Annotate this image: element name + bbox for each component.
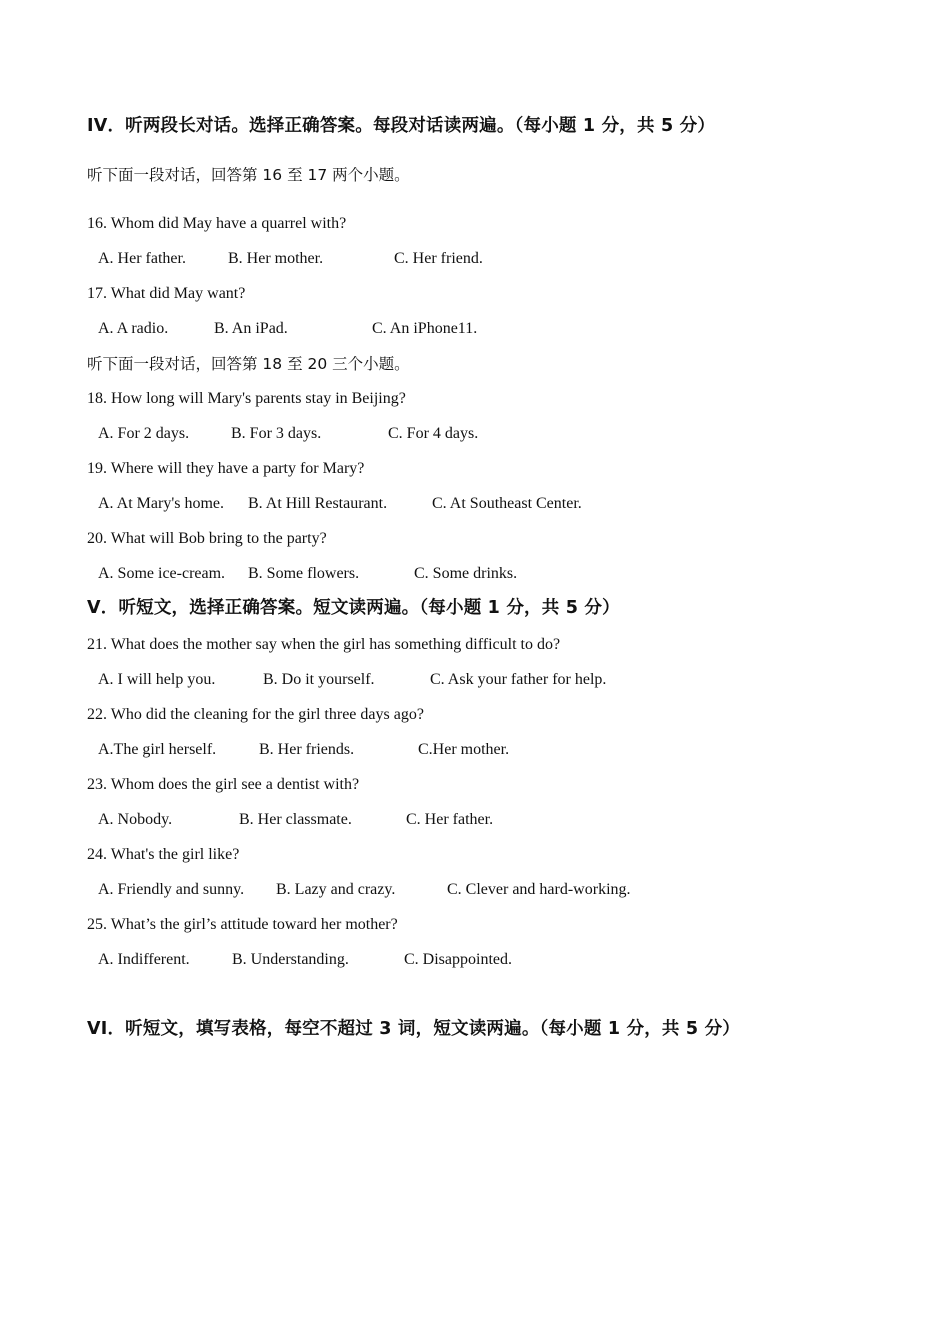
question-20-option-c: C. Some drinks.: [414, 565, 518, 582]
question-19: 19. Where will they have a party for Mary?: [87, 460, 365, 477]
question-22-option-b: B. Her friends.: [259, 741, 355, 758]
question-19-option-a: A. At Mary's home.: [98, 495, 224, 512]
question-24-option-b: B. Lazy and crazy.: [276, 881, 396, 898]
question-18-option-c: C. For 4 days.: [388, 425, 479, 442]
question-18-option-a: A. For 2 days.: [98, 425, 190, 442]
question-25-option-a: A. Indifferent.: [98, 951, 190, 968]
question-25-option-c: C. Disappointed.: [404, 951, 512, 968]
question-21-option-b: B. Do it yourself.: [263, 671, 375, 688]
section-4-intro-2: 听下面一段对话，回答第 18 至 20 三个小题。: [87, 355, 410, 373]
question-17-option-a: A. A radio.: [98, 320, 169, 337]
question-23-option-c: C. Her father.: [406, 811, 494, 828]
question-22-option-a: A.The girl herself.: [98, 741, 217, 758]
question-21: 21. What does the mother say when the girl has something difficult to do?: [87, 636, 561, 653]
question-19-option-b: B. At Hill Restaurant.: [248, 495, 388, 512]
section-6-heading: VI．听短文，填写表格，每空不超过 3 词，短文读两遍。（每小题 1 分，共 5 分）: [87, 1019, 740, 1039]
question-16-option-a: A. Her father.: [98, 250, 186, 267]
question-24-option-c: C. Clever and hard-working.: [447, 881, 631, 898]
question-17: 17. What did May want?: [87, 285, 246, 302]
section-4-intro-1: 听下面一段对话，回答第 16 至 17 两个小题。: [87, 166, 410, 184]
question-22-option-c: C.Her mother.: [418, 741, 510, 758]
question-24-option-a: A. Friendly and sunny.: [98, 881, 245, 898]
question-20: 20. What will Bob bring to the party?: [87, 530, 327, 547]
question-17-option-b: B. An iPad.: [214, 320, 288, 337]
question-18-option-b: B. For 3 days.: [231, 425, 322, 442]
question-18: 18. How long will Mary's parents stay in Beijing?: [87, 390, 406, 407]
question-20-option-a: A. Some ice-cream.: [98, 565, 226, 582]
section-4-heading: IV．听两段长对话。选择正确答案。每段对话读两遍。（每小题 1 分，共 5 分）: [87, 116, 716, 136]
question-16: 16. Whom did May have a quarrel with?: [87, 215, 347, 232]
question-23: 23. Whom does the girl see a dentist with?: [87, 776, 360, 793]
question-23-option-b: B. Her classmate.: [239, 811, 352, 828]
question-16-option-b: B. Her mother.: [228, 250, 324, 267]
question-24: 24. What's the girl like?: [87, 846, 240, 863]
question-21-option-a: A. I will help you.: [98, 671, 216, 688]
question-25: 25. What’s the girl’s attitude toward her mother?: [87, 916, 398, 933]
question-22: 22. Who did the cleaning for the girl three days ago?: [87, 706, 424, 723]
section-5-heading: V．听短文，选择正确答案。短文读两遍。（每小题 1 分，共 5 分）: [87, 598, 620, 618]
question-16-option-c: C. Her friend.: [394, 250, 483, 267]
question-17-option-c: C. An iPhone11.: [372, 320, 478, 337]
question-19-option-c: C. At Southeast Center.: [432, 495, 582, 512]
question-20-option-b: B. Some flowers.: [248, 565, 360, 582]
question-25-option-b: B. Understanding.: [232, 951, 349, 968]
question-23-option-a: A. Nobody.: [98, 811, 173, 828]
question-21-option-c: C. Ask your father for help.: [430, 671, 607, 688]
